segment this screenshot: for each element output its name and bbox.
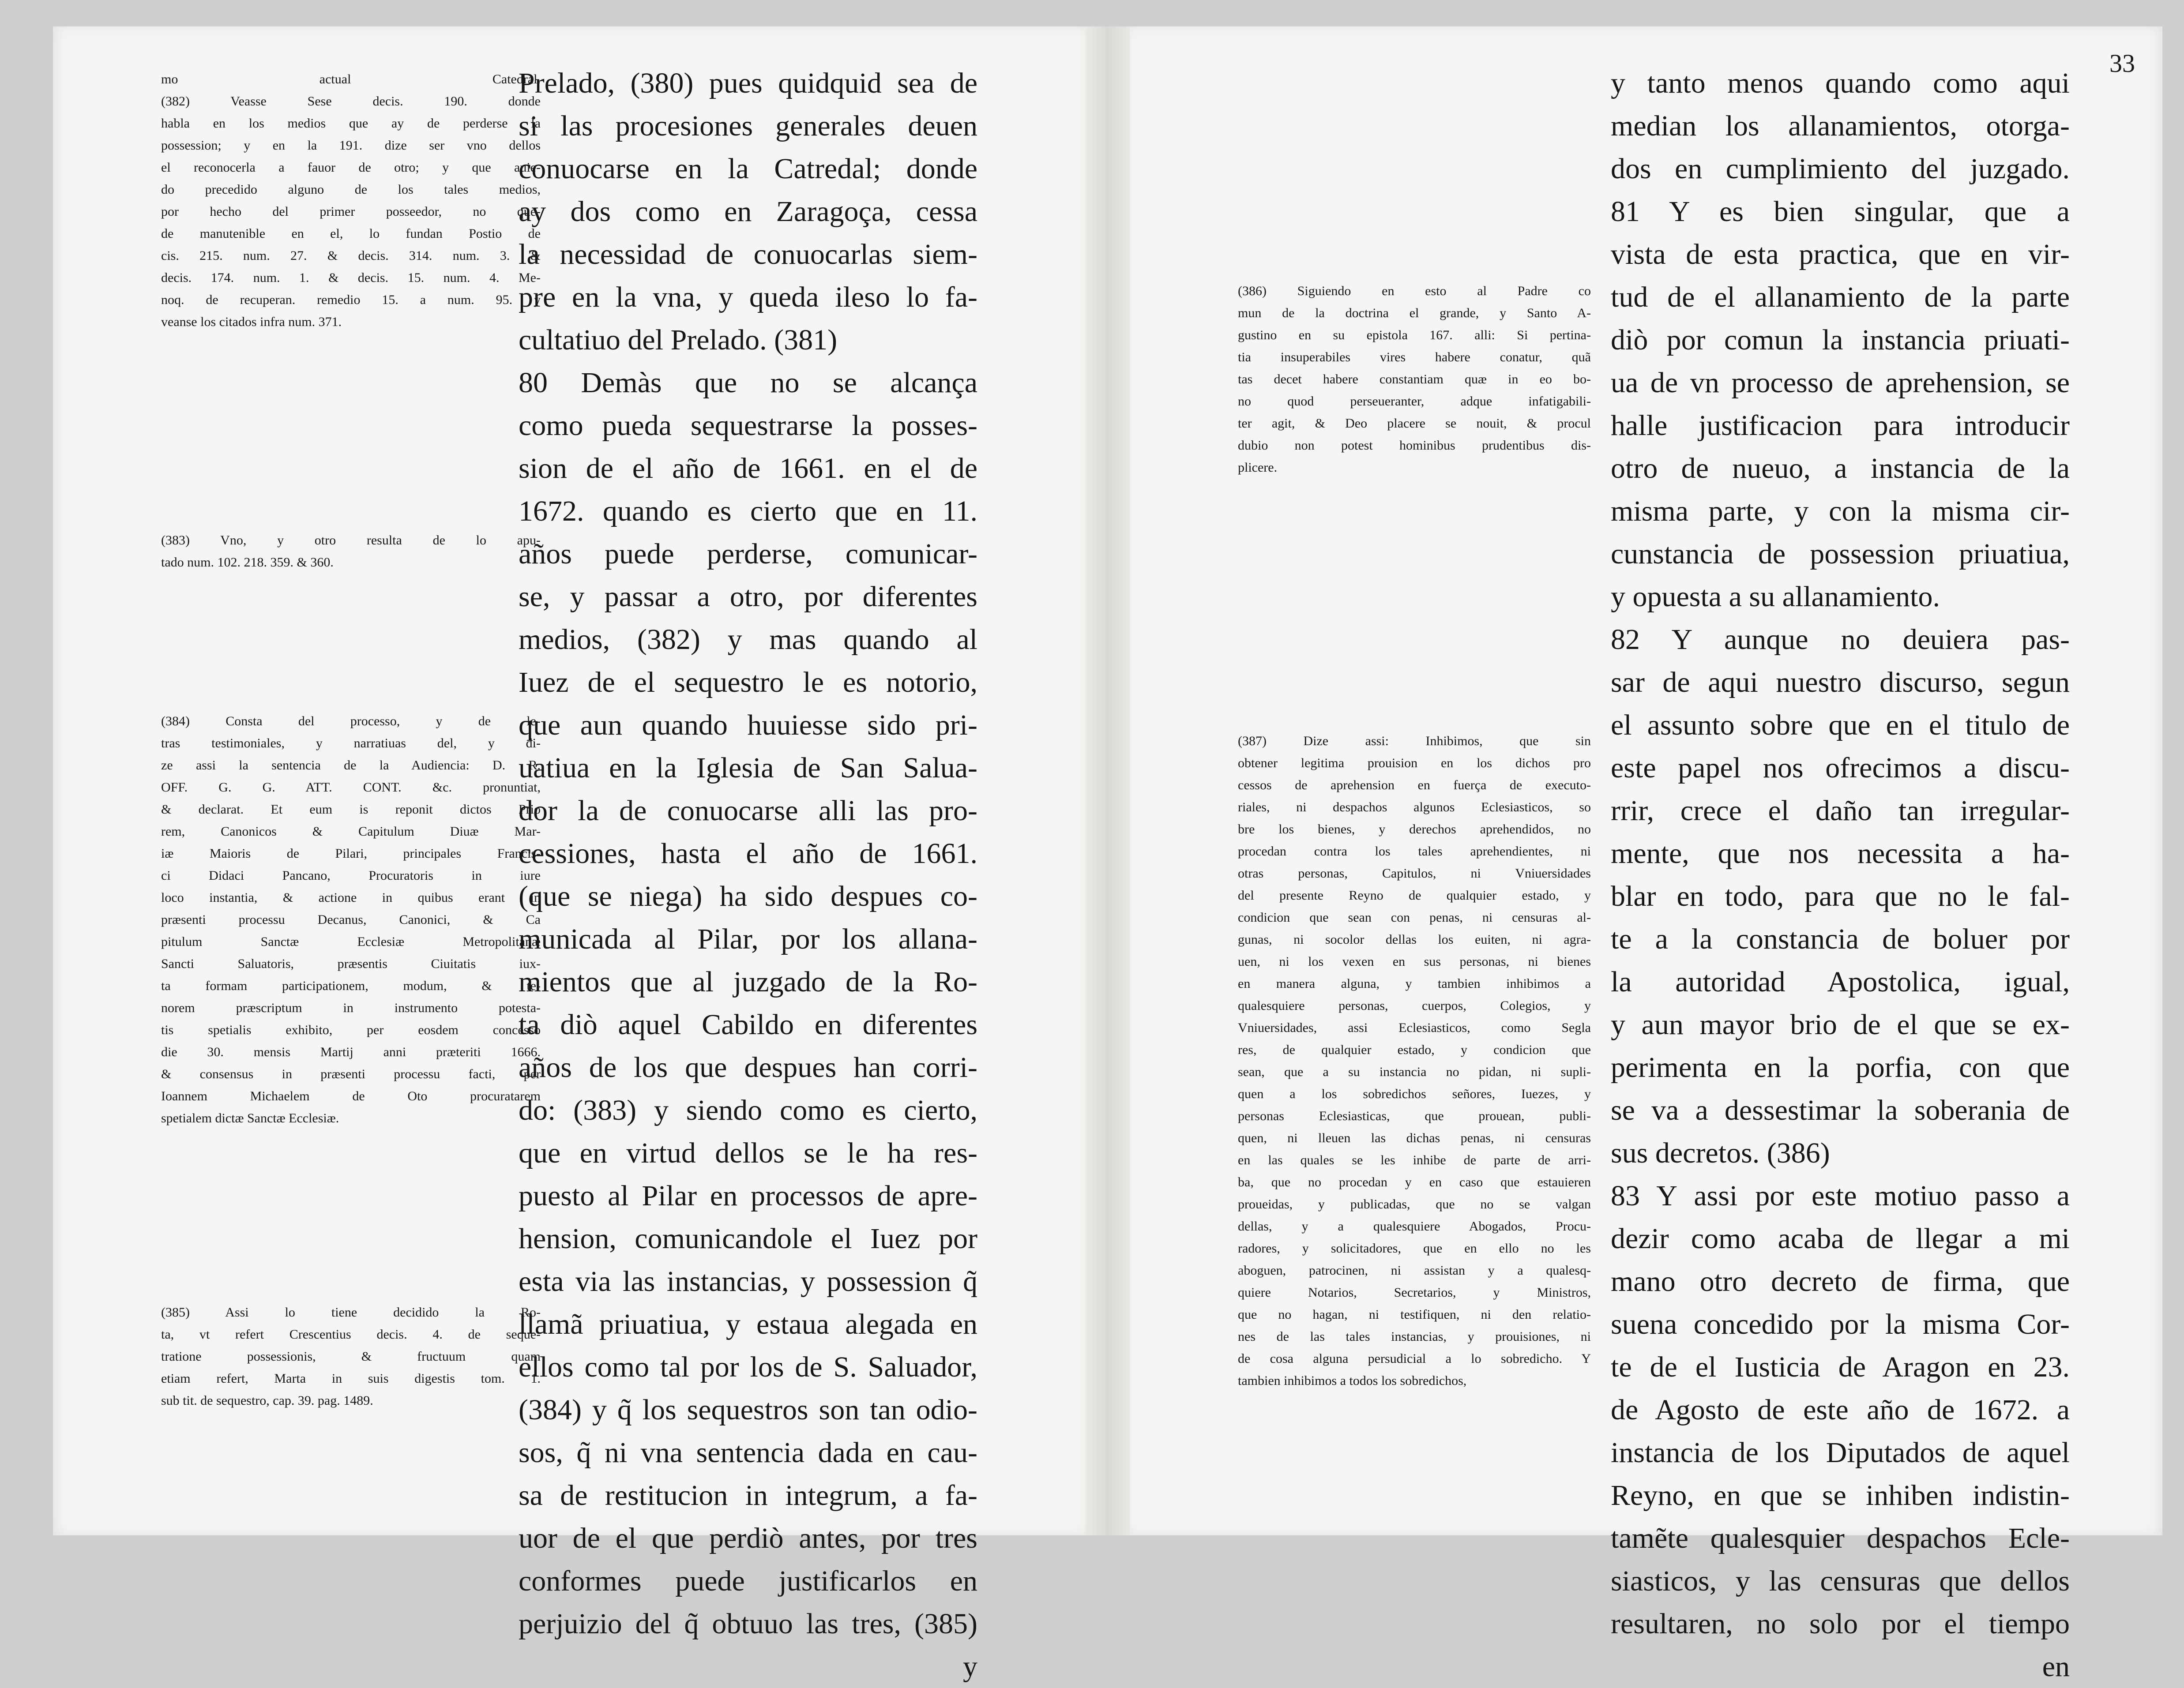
text-line: te de el Iusticia de Aragon en 23. bbox=[1611, 1351, 2070, 1383]
note-line: gunas, ni socolor dellas los euiten, ni agra- bbox=[1238, 932, 1591, 947]
text-line: blar en todo, para que no le fal- bbox=[1611, 880, 2070, 912]
note-line: Ioannem Michaelem de Oto procuratarem bbox=[161, 1089, 541, 1103]
note-line: del presente Reyno de qualquier estado, y bbox=[1238, 888, 1591, 903]
note-line: etiam refert, Marta in suis digestis tom. 1. bbox=[161, 1371, 541, 1386]
right-main-column bbox=[1611, 62, 2070, 1683]
text-line: dor la de conuocarse alli las pro- bbox=[519, 795, 977, 827]
text-line: medios, (382) y mas quando al bbox=[519, 623, 977, 656]
note-block bbox=[1238, 730, 1591, 1392]
note-line: cis. 215. num. 27. & decis. 314. num. 3. & bbox=[161, 248, 541, 263]
note-line: tia insuperabiles vires habere conatur, quã bbox=[1238, 350, 1591, 364]
text-line: y aun mayor brio de el que se ex- bbox=[1611, 1009, 2070, 1041]
text-line: si las procesiones generales deuen bbox=[519, 110, 977, 142]
text-line: hension, comunicandole el Iuez por bbox=[519, 1223, 977, 1255]
note-line: condicion que sean con penas, ni censuras al- bbox=[1238, 910, 1591, 925]
text-line: uor de el que perdiò antes, por tres bbox=[519, 1522, 977, 1554]
text-line: otro de nueuo, a instancia de la bbox=[1611, 452, 2070, 484]
text-line: esta via las instancias, y possession q̃ bbox=[519, 1265, 977, 1298]
note-line: tas decet habere constantiam quæ in eo bo- bbox=[1238, 372, 1591, 386]
text-line: como pueda sequestrarse la posses- bbox=[519, 409, 977, 442]
text-line: y opuesta a su allanamiento. bbox=[1611, 581, 1940, 613]
note-block bbox=[161, 529, 541, 574]
text-line: (384) y q̃ los sequestros son tan odio- bbox=[519, 1394, 977, 1426]
note-line: noq. de recuperan. remedio 15. a num. 95. y bbox=[161, 293, 541, 307]
left-page bbox=[53, 26, 1086, 1683]
text-line: mente, que nos necessita a ha- bbox=[1611, 837, 2070, 870]
text-line: se, y passar a otro, por diferentes bbox=[519, 581, 977, 613]
text-line: ua de vn processo de aprehension, se bbox=[1611, 367, 2070, 399]
note-block bbox=[161, 710, 541, 1129]
note-line: tambien inhibimos a todos los sobredichos, bbox=[1238, 1373, 1467, 1388]
text-line: (que se niega) ha sido despues co- bbox=[519, 880, 977, 912]
note-line: de cosa alguna persudicial a lo sobredicho. Y bbox=[1238, 1351, 1591, 1366]
note-line: uen, ni los vexen en sus personas, ni bienes bbox=[1238, 954, 1591, 969]
note-line: ta formam participationem, modum, & te- bbox=[161, 979, 541, 993]
text-line: te a la constancia de boluer por bbox=[1611, 923, 2070, 955]
text-line: perimenta en la porfia, con que bbox=[1611, 1051, 2070, 1084]
text-line: suena concedido por la misma Cor- bbox=[1611, 1308, 2070, 1340]
note-line: iæ Maioris de Pilari, principales Francis- bbox=[161, 846, 541, 861]
book-gutter bbox=[1086, 26, 1130, 1535]
text-line: el assunto sobre que en el titulo de bbox=[1611, 709, 2070, 741]
text-line: llamã priuatiua, y estaua alegada en bbox=[519, 1308, 977, 1340]
note-line: por hecho del primer posseedor, no que- bbox=[161, 204, 541, 219]
note-line: rem, Canonicos & Capitulum Diuæ Mar- bbox=[161, 824, 541, 839]
note-line: (386) Siguiendo en esto al Padre co bbox=[1238, 284, 1591, 298]
note-line: plicere. bbox=[1238, 460, 1278, 475]
text-line: 82 Y aunque no deuiera pas- bbox=[1611, 623, 2070, 656]
text-line: tud de el allanamiento de la parte bbox=[1611, 281, 2070, 313]
text-line: diò por comun la instancia priuati- bbox=[1611, 324, 2070, 356]
text-line: sa de restitucion in integrum, a fa- bbox=[519, 1479, 977, 1512]
text-line: sos, q̃ ni vna sentencia dada en cau- bbox=[519, 1437, 977, 1469]
text-line: 80 Demàs que no se alcança bbox=[519, 367, 977, 399]
note-line: res, de qualquier estado, y condicion que bbox=[1238, 1043, 1591, 1057]
note-line: no quod perseueranter, adque infatigabili- bbox=[1238, 394, 1591, 409]
left-notes-column bbox=[161, 68, 541, 1498]
note-block bbox=[161, 1302, 541, 1412]
page-number: 33 bbox=[2109, 49, 2135, 78]
note-line: quen, ni lleuen las dichas penas, ni censuras bbox=[1238, 1131, 1591, 1145]
note-line: ta, vt refert Crescentius decis. 4. de seque- bbox=[161, 1327, 541, 1342]
note-line: (382) Veasse Sese decis. 190. donde bbox=[161, 94, 541, 109]
text-line: la necessidad de conuocarlas siem- bbox=[519, 238, 977, 270]
left-main-column bbox=[519, 62, 977, 1683]
text-line: municada al Pilar, por los allana- bbox=[519, 923, 977, 955]
text-line: que en virtud dellos se le ha res- bbox=[519, 1137, 977, 1169]
text-line: Reyno, en que se inhiben indistin- bbox=[1611, 1479, 2070, 1512]
text-line: Prelado, (380) pues quidquid sea de bbox=[519, 67, 977, 99]
note-line: ci Didaci Pancano, Procuratoris in iure bbox=[161, 868, 541, 883]
text-line: mano otro decreto de firma, que bbox=[1611, 1265, 2070, 1298]
note-line: pitulum Sanctæ Ecclesiæ Metropolitanæ bbox=[161, 934, 541, 949]
note-line: Vniuersidades, assi Eclesiasticos, como Segla bbox=[1238, 1020, 1591, 1035]
text-line: do: (383) y siendo como es cierto, bbox=[519, 1094, 977, 1126]
note-line: (385) Assi lo tiene decidido la Ro- bbox=[161, 1305, 541, 1320]
note-line: ba, que no procedan y en caso que estauieren bbox=[1238, 1175, 1591, 1189]
text-line: de Agosto de este año de 1672. a bbox=[1611, 1394, 2070, 1426]
note-line: mo actual Catedral. bbox=[161, 72, 541, 86]
right-page bbox=[1130, 26, 2162, 1683]
text-line: cultatiuo del Prelado. (381) bbox=[519, 324, 838, 356]
note-line: aboguen, patrocinen, ni assistan y a qualesq- bbox=[1238, 1263, 1591, 1278]
text-line: ellos como tal por los de S. Saluador, bbox=[519, 1351, 977, 1383]
note-line: possession; y en la 191. dize ser vno dellos bbox=[161, 138, 541, 153]
note-line: ter agit, & Deo placere se nouit, & procul bbox=[1238, 416, 1591, 431]
text-line: y tanto menos quando como aqui bbox=[1611, 67, 2070, 99]
note-line: sub tit. de sequestro, cap. 39. pag. 1489. bbox=[161, 1393, 373, 1408]
note-line: (387) Dize assi: Inhibimos, que sin bbox=[1238, 734, 1591, 748]
note-line: do precedido alguno de los tales medios, bbox=[161, 182, 541, 197]
note-line: loco instantia, & actione in quibus erant in bbox=[161, 890, 541, 905]
note-line: tratione possessionis, & fructuum quam bbox=[161, 1349, 541, 1364]
text-line: puesto al Pilar en processos de apre- bbox=[519, 1180, 977, 1212]
text-line: pre en la vna, y queda ileso lo fa- bbox=[519, 281, 977, 313]
note-line: en manera alguna, y tambien inhibimos a bbox=[1238, 976, 1591, 991]
text-line: rrir, crece el daño tan irregular- bbox=[1611, 795, 2070, 827]
right-notes-column bbox=[1238, 280, 1591, 1498]
note-line: personas Eclesiasticas, que prouean, publi- bbox=[1238, 1109, 1591, 1123]
text-line: siasticos, y las censuras que dellos bbox=[1611, 1565, 2070, 1597]
note-line: spetialem dictæ Sanctæ Ecclesiæ. bbox=[161, 1111, 339, 1125]
text-line: se va a dessestimar la soberania de bbox=[1611, 1094, 2070, 1126]
note-line: cessos de aprehension en fuerça de executo- bbox=[1238, 778, 1591, 792]
text-line: perjuizio del q̃ obtuuo las tres, (385) bbox=[519, 1608, 977, 1640]
note-line: sean, que a su instancia no pidan, ni supli- bbox=[1238, 1065, 1591, 1079]
text-line: conuocarse en la Catredal; donde bbox=[519, 153, 977, 185]
catchword: y bbox=[963, 1650, 977, 1683]
note-line: ze assi la sentencia de la Audiencia: D. R. bbox=[161, 758, 541, 773]
text-line: tamẽte qualesquier despachos Ecle- bbox=[1611, 1522, 2070, 1554]
text-line: resultaren, no solo por el tiempo bbox=[1611, 1608, 2070, 1640]
note-line: tras testimoniales, y narratiuas del, y di- bbox=[161, 736, 541, 750]
text-line: instancia de los Diputados de aquel bbox=[1611, 1437, 2070, 1469]
text-line: median los allanamientos, otorga- bbox=[1611, 110, 2070, 142]
text-line: sus decretos. (386) bbox=[1611, 1137, 1830, 1169]
text-line: la autoridad Apostolica, igual, bbox=[1611, 966, 2070, 998]
note-line: præsenti processu Decanus, Canonici, & Ca bbox=[161, 912, 541, 927]
note-line: die 30. mensis Martij anni præteriti 1666. bbox=[161, 1045, 541, 1059]
note-line: radores, y solicitadores, que en ello no les bbox=[1238, 1241, 1591, 1256]
text-line: ta diò aquel Cabildo en diferentes bbox=[519, 1009, 977, 1041]
text-line: este papel nos ofrecimos a discu- bbox=[1611, 752, 2070, 784]
text-line: misma parte, y con la misma cir- bbox=[1611, 495, 2070, 527]
text-line: mientos que al juzgado de la Ro- bbox=[519, 966, 977, 998]
note-line: riales, ni despachos algunos Eclesiasticos, so bbox=[1238, 800, 1591, 814]
note-block bbox=[1238, 280, 1591, 479]
note-line: & declarat. Et eum is reponit dictos Prio bbox=[161, 802, 541, 817]
note-line: (383) Vno, y otro resulta de lo apu- bbox=[161, 533, 541, 548]
note-line: & consensus in præsenti processu facti, per bbox=[161, 1067, 541, 1081]
note-line: tado num. 102. 218. 359. & 360. bbox=[161, 555, 334, 570]
note-line: dubio non potest hominibus prudentibus dis- bbox=[1238, 438, 1591, 453]
note-line: norem præscriptum in instrumento potesta- bbox=[161, 1001, 541, 1015]
note-line: veanse los citados infra num. 371. bbox=[161, 315, 342, 329]
note-line: gustino en su epistola 167. alli: Si pertina- bbox=[1238, 328, 1591, 342]
note-line: proueidas, y publicadas, que no se valgan bbox=[1238, 1197, 1591, 1212]
note-line: tis spetialis exhibito, per eosdem concesso bbox=[161, 1023, 541, 1037]
text-line: conformes puede justificarlos en bbox=[519, 1565, 977, 1597]
note-line: el reconocerla a fauor de otro; y que auie- bbox=[161, 160, 541, 175]
note-line: quiere Notarios, Secretarios, y Ministros, bbox=[1238, 1285, 1591, 1300]
text-line: 83 Y assi por este motiuo passo a bbox=[1611, 1180, 2070, 1212]
note-line: obtener legitima prouision en los dichos pro bbox=[1238, 756, 1591, 770]
note-block bbox=[161, 68, 541, 333]
text-line: dos en cumplimiento del juzgado. bbox=[1611, 153, 2070, 185]
text-line: años puede perderse, comunicar- bbox=[519, 538, 977, 570]
text-line: 81 Y es bien singular, que a bbox=[1611, 195, 2070, 228]
note-line: quen a los sobredichos señores, Iuezes, y bbox=[1238, 1087, 1591, 1101]
note-line: Sancti Saluatoris, præsentis Ciuitatis iux- bbox=[161, 957, 541, 971]
note-line: habla en los medios que ay de perderse la bbox=[161, 116, 541, 131]
text-line: halle justificacion para introducir bbox=[1611, 409, 2070, 442]
text-line: cessiones, hasta el año de 1661. bbox=[519, 837, 977, 870]
text-line: vista de esta practica, que en vir- bbox=[1611, 238, 2070, 270]
note-line: nes de las tales instancias, y prouisiones, ni bbox=[1238, 1329, 1591, 1344]
text-line: sion de el año de 1661. en el de bbox=[519, 452, 977, 484]
note-line: de manutenible en el, lo fundan Postio de bbox=[161, 226, 541, 241]
note-line: (384) Consta del processo, y de le- bbox=[161, 714, 541, 728]
note-line: dellas, y a qualesquiere Abogados, Procu- bbox=[1238, 1219, 1591, 1234]
text-line: ay dos como en Zaragoça, cessa bbox=[519, 195, 977, 228]
note-line: OFF. G. G. ATT. CONT. &c. pronuntiat, bbox=[161, 780, 541, 795]
note-line: en las quales se les inhibe de parte de arri- bbox=[1238, 1153, 1591, 1167]
note-line: mun de la doctrina el grande, y Santo A- bbox=[1238, 306, 1591, 320]
note-line: qualesquiere personas, cuerpos, Colegios, y bbox=[1238, 998, 1591, 1013]
text-line: sar de aqui nuestro discurso, segun bbox=[1611, 666, 2070, 698]
text-line: 1672. quando es cierto que en 11. bbox=[519, 495, 977, 527]
text-line: dezir como acaba de llegar a mi bbox=[1611, 1223, 2070, 1255]
catchword: en bbox=[2042, 1650, 2070, 1683]
note-line: procedan contra los tales aprehendientes, ni bbox=[1238, 844, 1591, 859]
text-line: uatiua en la Iglesia de San Salua- bbox=[519, 752, 977, 784]
text-line: Iuez de el sequestro le es notorio, bbox=[519, 666, 977, 698]
note-line: bre los bienes, y derechos aprehendidos, no bbox=[1238, 822, 1591, 836]
text-line: años de los que despues han corri- bbox=[519, 1051, 977, 1084]
note-line: otras personas, Capitulos, ni Vniuersidades bbox=[1238, 866, 1591, 881]
text-line: que aun quando huuiesse sido pri- bbox=[519, 709, 977, 741]
note-line: decis. 174. num. 1. & decis. 15. num. 4. Me- bbox=[161, 270, 541, 285]
note-line: que no hagan, ni testifiquen, ni den relatio- bbox=[1238, 1307, 1591, 1322]
text-line: cunstancia de possession priuatiua, bbox=[1611, 538, 2070, 570]
